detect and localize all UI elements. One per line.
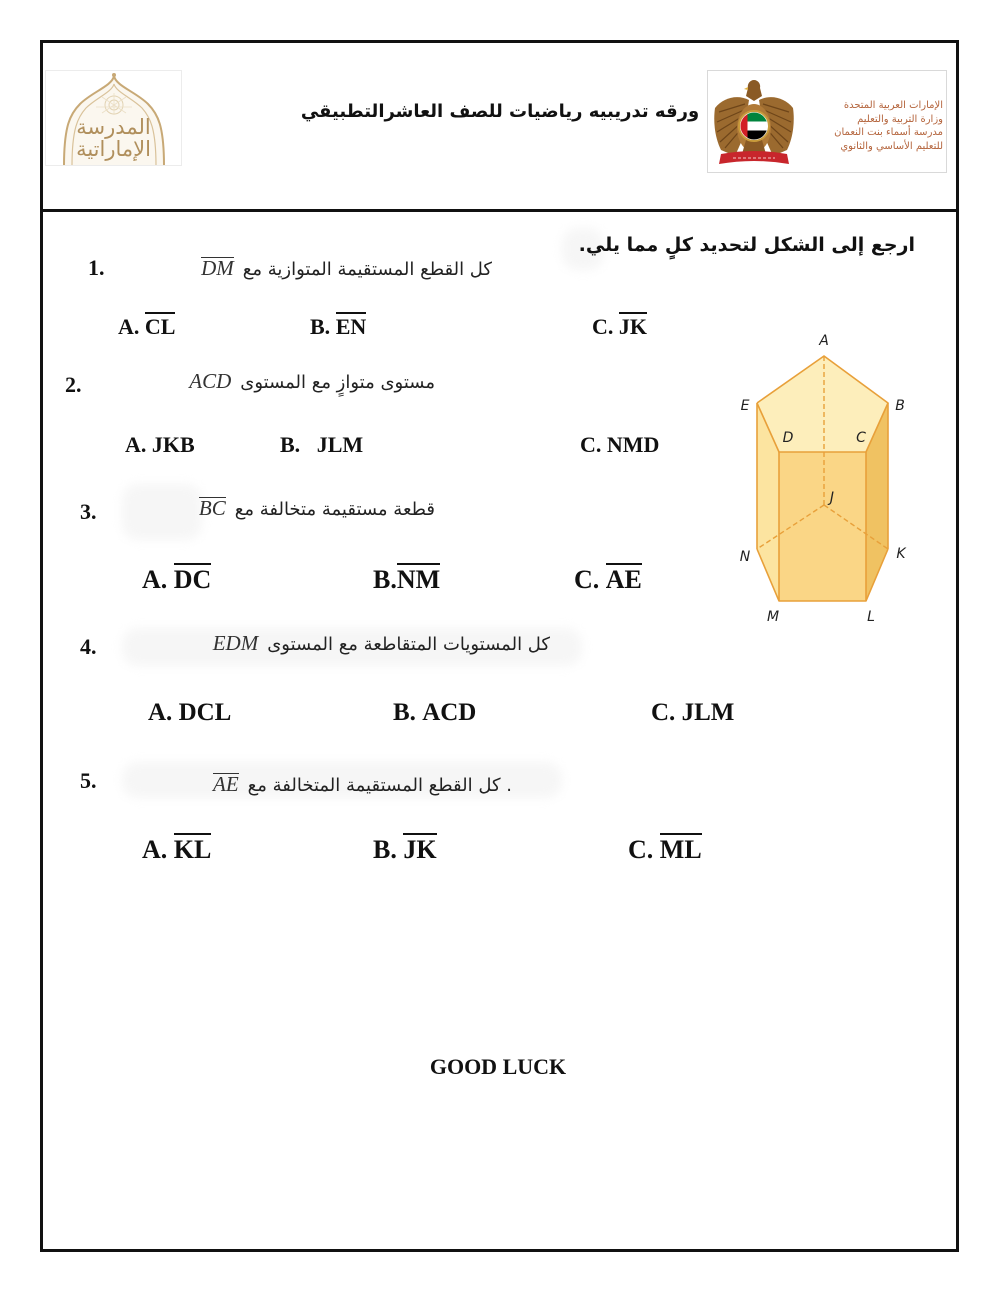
vertex-label: C [856,430,866,446]
option-label: C. [574,565,606,594]
prism-figure [728,328,918,628]
q3-option-b[interactable] [373,563,440,595]
question-text [213,631,550,659]
option-label: C. [628,835,660,864]
school-logo-text-line2: الإماراتية [76,137,151,161]
q3-option-a[interactable] [142,563,211,595]
option-value: JKB [151,432,195,457]
option-label: B. [393,699,423,726]
question-number: 4. [80,634,97,659]
option-value: EN [335,314,367,339]
ministry-text-line: مدرسة أسماء بنت النعمان [834,127,943,138]
question-reference: AE [213,772,239,796]
ministry-text-line: وزارة التربية والتعليم [857,113,943,125]
q5-option-b[interactable] [373,833,437,865]
option-value: DCL [178,699,232,726]
question-prompt: كل المستويات المتقاطعة مع المستوى [267,634,550,655]
q4-option-b[interactable] [393,698,476,728]
good-luck-text: GOOD LUCK [429,1054,567,1079]
question-prompt: قطعة مستقيمة متخالفة مع [234,499,435,520]
option-value: AE [605,565,642,594]
option-label: B. [373,835,404,864]
q2-option-b[interactable] [280,432,363,458]
option-label: C. [592,314,619,339]
vertex-label: M [766,609,780,625]
vertex-label: N [739,549,751,565]
option-value: JK [403,835,437,864]
q4-option-c[interactable] [651,698,734,728]
option-value: JLM [316,432,364,457]
q2-option-c[interactable] [580,432,659,458]
question-prompt: مستوى متوازٍ مع المستوى [240,372,435,393]
q3-option-c[interactable] [574,563,642,595]
q5-option-c[interactable] [628,833,702,865]
option-value: CL [144,314,176,339]
uae-eagle-emblem-icon [711,78,797,168]
option-label: A. [125,432,152,457]
vertex-label: D [782,430,794,446]
question-reference: EDM [212,631,259,655]
option-value: DC [173,565,212,594]
school-logo [45,70,182,166]
school-logo-text-line1: المدرسة [76,115,151,139]
ministry-text-line: للتعليم الأساسي والثانوي [840,140,943,152]
option-label: A. [148,699,179,726]
question-number: 1. [88,255,105,280]
vertex-label: E [740,398,750,414]
q1-option-b[interactable] [310,312,366,340]
vertex-label: L [867,609,875,625]
page-title: ورقه تدريبيه رياضيات للصف العاشرالتطبيقي [300,101,700,122]
question-number: 3. [80,499,97,524]
prism-diagram [728,328,918,628]
option-value: JK [618,314,648,339]
question-reference: BC [198,496,226,520]
option-label: C. [651,699,682,726]
q2-option-a[interactable] [125,432,195,458]
option-label: A. [118,314,145,339]
option-value: ACD [422,699,477,726]
option-label: B. [310,314,336,339]
prism-front-face [779,452,866,601]
instruction-text: ارجع إلى الشكل لتحديد كلٍ مما يلي. [578,234,915,256]
option-label: A. [142,565,174,594]
question-number: 5. [80,768,97,793]
q5-option-a[interactable] [142,833,211,865]
vertex-label: B [895,398,905,414]
option-label: B. [373,565,397,594]
option-label: B. [280,432,317,457]
question-text [213,772,512,800]
q4-option-a[interactable] [148,698,231,728]
question-text [199,496,435,524]
question-reference: ACD [189,369,232,393]
vertex-label: A [819,333,829,349]
vertex-label: J [829,490,835,506]
option-value: NMD [606,432,660,457]
option-label: A. [142,835,174,864]
option-value: ML [659,835,702,864]
faint-watermark [122,484,202,540]
q1-option-a[interactable] [118,312,175,340]
ministry-logo [707,70,947,173]
ministry-text-line: الإمارات العربية المتحدة [843,100,943,111]
question-prompt: . كل القطع المستقيمة المتخالفة مع [247,775,512,796]
question-prompt: كل القطع المستقيمة المتوازية مع [242,259,492,280]
question-text [189,369,435,397]
ministry-text-block [797,99,943,153]
prism-top-face [757,356,888,452]
header-divider [40,209,959,212]
option-value: KL [173,835,212,864]
question-reference: DM [201,256,234,280]
option-value: NM [396,565,441,594]
option-value: JLM [681,699,735,726]
option-label: C. [580,432,607,457]
question-text [201,256,492,284]
vertex-label: K [896,546,906,562]
question-number: 2. [65,372,82,397]
q1-option-c[interactable] [592,312,647,340]
